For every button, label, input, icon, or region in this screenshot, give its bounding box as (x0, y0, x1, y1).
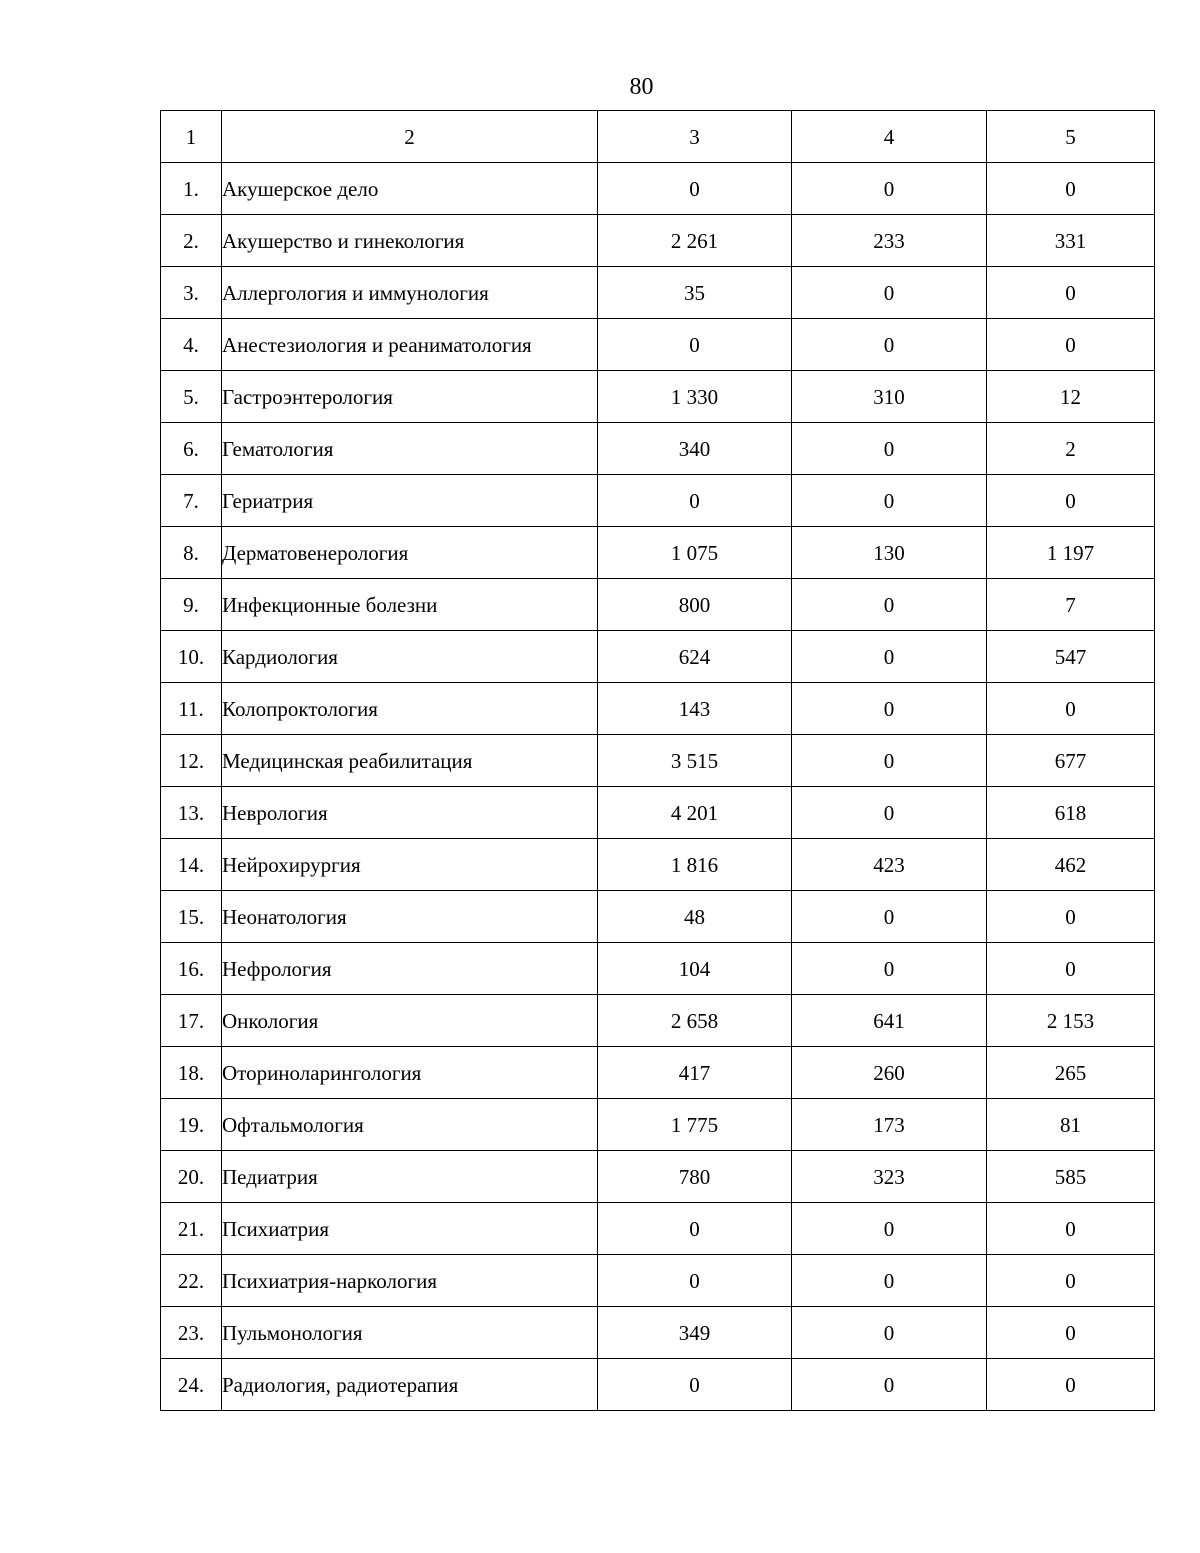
column-5-cell: 0 (987, 163, 1155, 215)
column-5-cell: 677 (987, 735, 1155, 787)
column-4-cell: 0 (792, 891, 987, 943)
table-row (161, 787, 1155, 839)
column-4-cell: 0 (792, 631, 987, 683)
column-4-cell: 0 (792, 579, 987, 631)
column-4-cell: 0 (792, 163, 987, 215)
table-row (161, 1203, 1155, 1255)
specialty-name-cell: Неврология (222, 787, 598, 839)
column-3-cell: 1 775 (598, 1099, 792, 1151)
column-3-cell: 143 (598, 683, 792, 735)
table-row (161, 683, 1155, 735)
column-5-cell: 462 (987, 839, 1155, 891)
specialty-name-cell: Кардиология (222, 631, 598, 683)
row-number-cell: 4. (161, 319, 222, 371)
specialty-name-cell: Нейрохирургия (222, 839, 598, 891)
column-4-cell: 233 (792, 215, 987, 267)
specialty-name-cell: Онкология (222, 995, 598, 1047)
row-number-cell: 7. (161, 475, 222, 527)
table-row (161, 1307, 1155, 1359)
column-5-cell: 7 (987, 579, 1155, 631)
table-row (161, 891, 1155, 943)
specialty-name-cell: Психиатрия (222, 1203, 598, 1255)
column-3-cell: 2 658 (598, 995, 792, 1047)
column-4-cell: 0 (792, 319, 987, 371)
column-5-cell: 12 (987, 371, 1155, 423)
row-number-cell: 9. (161, 579, 222, 631)
column-3-cell: 624 (598, 631, 792, 683)
table-row (161, 943, 1155, 995)
column-4-cell: 0 (792, 423, 987, 475)
header-cell-1: 1 (161, 111, 222, 163)
table-row (161, 1255, 1155, 1307)
column-3-cell: 800 (598, 579, 792, 631)
column-4-cell: 0 (792, 683, 987, 735)
column-3-cell: 0 (598, 1203, 792, 1255)
column-4-cell: 130 (792, 527, 987, 579)
header-cell-4: 4 (792, 111, 987, 163)
column-3-cell: 0 (598, 1255, 792, 1307)
column-4-cell: 0 (792, 475, 987, 527)
table-row (161, 839, 1155, 891)
column-5-cell: 0 (987, 1307, 1155, 1359)
table-row (161, 475, 1155, 527)
column-5-cell: 0 (987, 1359, 1155, 1411)
column-4-cell: 323 (792, 1151, 987, 1203)
specialty-name-cell: Инфекционные болезни (222, 579, 598, 631)
specialty-name-cell: Акушерское дело (222, 163, 598, 215)
page-number: 80 (629, 74, 654, 100)
row-number-cell: 5. (161, 371, 222, 423)
table-row (161, 1151, 1155, 1203)
table-body (161, 111, 1155, 1411)
column-5-cell: 265 (987, 1047, 1155, 1099)
row-number-cell: 8. (161, 527, 222, 579)
column-5-cell: 0 (987, 683, 1155, 735)
table-row (161, 423, 1155, 475)
column-3-cell: 349 (598, 1307, 792, 1359)
row-number-cell: 15. (161, 891, 222, 943)
column-3-cell: 2 261 (598, 215, 792, 267)
specialty-name-cell: Педиатрия (222, 1151, 598, 1203)
row-number-cell: 10. (161, 631, 222, 683)
specialty-name-cell: Пульмонология (222, 1307, 598, 1359)
row-number-cell: 12. (161, 735, 222, 787)
column-5-cell: 2 153 (987, 995, 1155, 1047)
header-cell-3: 3 (598, 111, 792, 163)
row-number-cell: 14. (161, 839, 222, 891)
data-table (160, 110, 1155, 1411)
row-number-cell: 3. (161, 267, 222, 319)
column-3-cell: 417 (598, 1047, 792, 1099)
column-5-cell: 2 (987, 423, 1155, 475)
specialty-name-cell: Радиология, радиотерапия (222, 1359, 598, 1411)
row-number-cell: 23. (161, 1307, 222, 1359)
header-cell-5: 5 (987, 111, 1155, 163)
column-4-cell: 0 (792, 1203, 987, 1255)
column-3-cell: 48 (598, 891, 792, 943)
row-number-cell: 19. (161, 1099, 222, 1151)
table-row (161, 579, 1155, 631)
table-row (161, 267, 1155, 319)
row-number-cell: 18. (161, 1047, 222, 1099)
column-3-cell: 1 816 (598, 839, 792, 891)
row-number-cell: 13. (161, 787, 222, 839)
table-row (161, 995, 1155, 1047)
row-number-cell: 24. (161, 1359, 222, 1411)
column-3-cell: 3 515 (598, 735, 792, 787)
table-row (161, 1359, 1155, 1411)
table-row (161, 371, 1155, 423)
row-number-cell: 11. (161, 683, 222, 735)
header-cell-2: 2 (222, 111, 598, 163)
column-3-cell: 0 (598, 163, 792, 215)
column-3-cell: 1 075 (598, 527, 792, 579)
row-number-cell: 16. (161, 943, 222, 995)
specialty-name-cell: Аллергология и иммунология (222, 267, 598, 319)
specialty-name-cell: Колопроктология (222, 683, 598, 735)
column-3-cell: 4 201 (598, 787, 792, 839)
column-5-cell: 331 (987, 215, 1155, 267)
column-5-cell: 1 197 (987, 527, 1155, 579)
specialty-name-cell: Психиатрия-наркология (222, 1255, 598, 1307)
table-row (161, 735, 1155, 787)
table-row (161, 163, 1155, 215)
specialty-name-cell: Дерматовенерология (222, 527, 598, 579)
specialty-name-cell: Медицинская реабилитация (222, 735, 598, 787)
column-5-cell: 0 (987, 475, 1155, 527)
specialty-name-cell: Гериатрия (222, 475, 598, 527)
column-3-cell: 0 (598, 319, 792, 371)
row-number-cell: 22. (161, 1255, 222, 1307)
specialty-name-cell: Офтальмология (222, 1099, 598, 1151)
column-5-cell: 0 (987, 319, 1155, 371)
column-4-cell: 0 (792, 267, 987, 319)
specialty-name-cell: Неонатология (222, 891, 598, 943)
row-number-cell: 20. (161, 1151, 222, 1203)
column-4-cell: 310 (792, 371, 987, 423)
table-row (161, 1047, 1155, 1099)
table-row (161, 215, 1155, 267)
column-5-cell: 0 (987, 943, 1155, 995)
column-3-cell: 0 (598, 1359, 792, 1411)
column-5-cell: 0 (987, 1255, 1155, 1307)
column-4-cell: 0 (792, 943, 987, 995)
table-row (161, 319, 1155, 371)
row-number-cell: 2. (161, 215, 222, 267)
table-row (161, 1099, 1155, 1151)
column-4-cell: 641 (792, 995, 987, 1047)
column-3-cell: 35 (598, 267, 792, 319)
column-4-cell: 0 (792, 787, 987, 839)
column-3-cell: 104 (598, 943, 792, 995)
specialty-name-cell: Оториноларингология (222, 1047, 598, 1099)
row-number-cell: 21. (161, 1203, 222, 1255)
column-4-cell: 0 (792, 1307, 987, 1359)
specialty-name-cell: Гастроэнтерология (222, 371, 598, 423)
column-5-cell: 585 (987, 1151, 1155, 1203)
specialty-name-cell: Анестезиология и реаниматология (222, 319, 598, 371)
column-3-cell: 780 (598, 1151, 792, 1203)
specialty-name-cell: Гематология (222, 423, 598, 475)
column-4-cell: 0 (792, 1255, 987, 1307)
table-row (161, 527, 1155, 579)
column-4-cell: 0 (792, 735, 987, 787)
table-row (161, 631, 1155, 683)
column-5-cell: 618 (987, 787, 1155, 839)
column-4-cell: 260 (792, 1047, 987, 1099)
column-3-cell: 340 (598, 423, 792, 475)
column-3-cell: 0 (598, 475, 792, 527)
column-4-cell: 173 (792, 1099, 987, 1151)
column-5-cell: 0 (987, 267, 1155, 319)
row-number-cell: 1. (161, 163, 222, 215)
row-number-cell: 6. (161, 423, 222, 475)
row-number-cell: 17. (161, 995, 222, 1047)
table-header-row (161, 111, 1155, 163)
column-4-cell: 0 (792, 1359, 987, 1411)
column-5-cell: 0 (987, 1203, 1155, 1255)
column-5-cell: 81 (987, 1099, 1155, 1151)
specialty-name-cell: Нефрология (222, 943, 598, 995)
specialty-name-cell: Акушерство и гинекология (222, 215, 598, 267)
column-5-cell: 547 (987, 631, 1155, 683)
column-5-cell: 0 (987, 891, 1155, 943)
column-3-cell: 1 330 (598, 371, 792, 423)
column-4-cell: 423 (792, 839, 987, 891)
